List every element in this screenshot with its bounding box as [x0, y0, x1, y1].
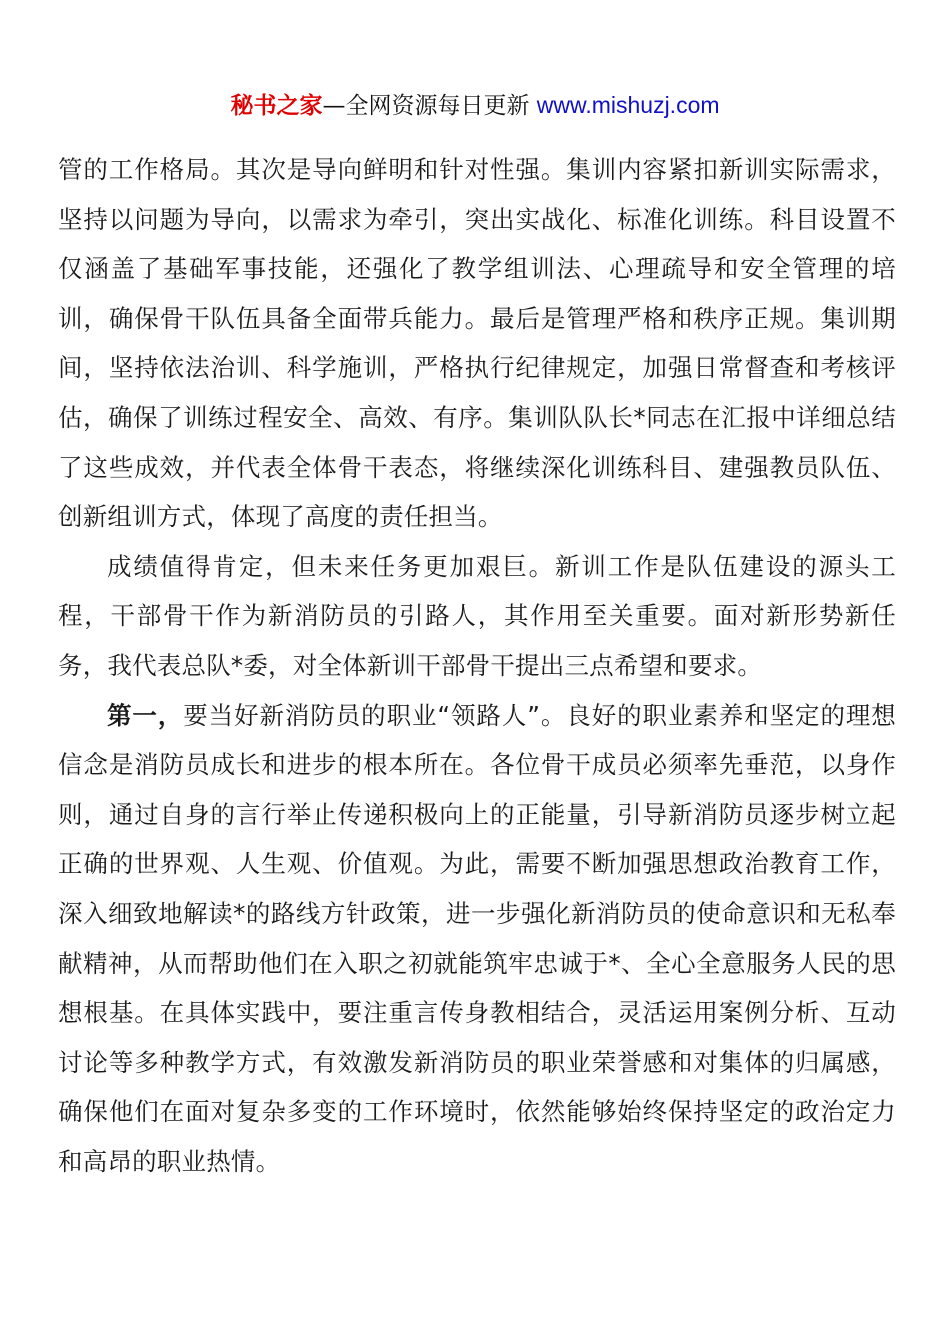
paragraph-text: 管的工作格局。其次是导向鲜明和针对性强。集训内容紧扣新训实际需求，坚持以问题为导向，以需求为牵引，突出实战化、标准化训练。科目设置不仅涵盖了基础军事技能，还强化了教学组训法、心理疏导和安全管理的培训，确保骨干队伍具备全面带兵能力。最后是管理严格和秩序正规。集训期间，坚持依法治训、科学施训，严格执行纪律规定，加强日常督查和考核评估，确保了训练过程安全、高效、有序。集训队队长*同志在汇报中详细总结了这些成效，并代表全体骨干表态，将继续深化训练科目、建强教员队伍、创新组训方式，体现了高度的责任担当。	[58, 155, 896, 532]
page-header	[0, 88, 950, 123]
header-slogan: —全网资源每日更新	[322, 93, 530, 119]
site-url[interactable]: www.mishuzj.com	[536, 92, 720, 118]
brand-name: 秘书之家	[230, 93, 323, 119]
paragraph-text: 要当好新消防员的职业“领路人”。良好的职业素养和坚定的理想信念是消防员成长和进步的根本所在。各位骨干成员必须率先垂范，以身作则，通过自身的言行举止传递积极向上的正能量，引导新消防员逐步树立起正确的世界观、人生观、价值观。为此，需要不断加强思想政治教育工作，深入细致地解读*的路线方针政策，进一步强化新消防员的使命意识和无私奉献精神，从而帮助他们在入职之初就能筑牢忠诚于*、全心全意服务人民的思想根基。在具体实践中，要注重言传身教相结合，灵活运用案例分析、互动讨论等多种教学方式，有效激发新消防员的职业荣誉感和对集体的归属感，确保他们在面对复杂多变的工作环境时，依然能够始终保持坚定的政治定力和高昂的职业热情。	[58, 700, 896, 1176]
paragraph-3	[58, 691, 896, 1187]
document-body	[58, 145, 896, 1186]
paragraph-lead: 第一，	[107, 700, 184, 730]
paragraph-text: 成绩值得肯定，但未来任务更加艰巨。新训工作是队伍建设的源头工程，干部骨干作为新消防员的引路人，其作用至关重要。面对新形势新任务，我代表总队*委，对全体新训干部骨干提出三点希望和要求。	[58, 551, 896, 680]
paragraph-2	[58, 542, 896, 691]
paragraph-1	[58, 145, 896, 542]
